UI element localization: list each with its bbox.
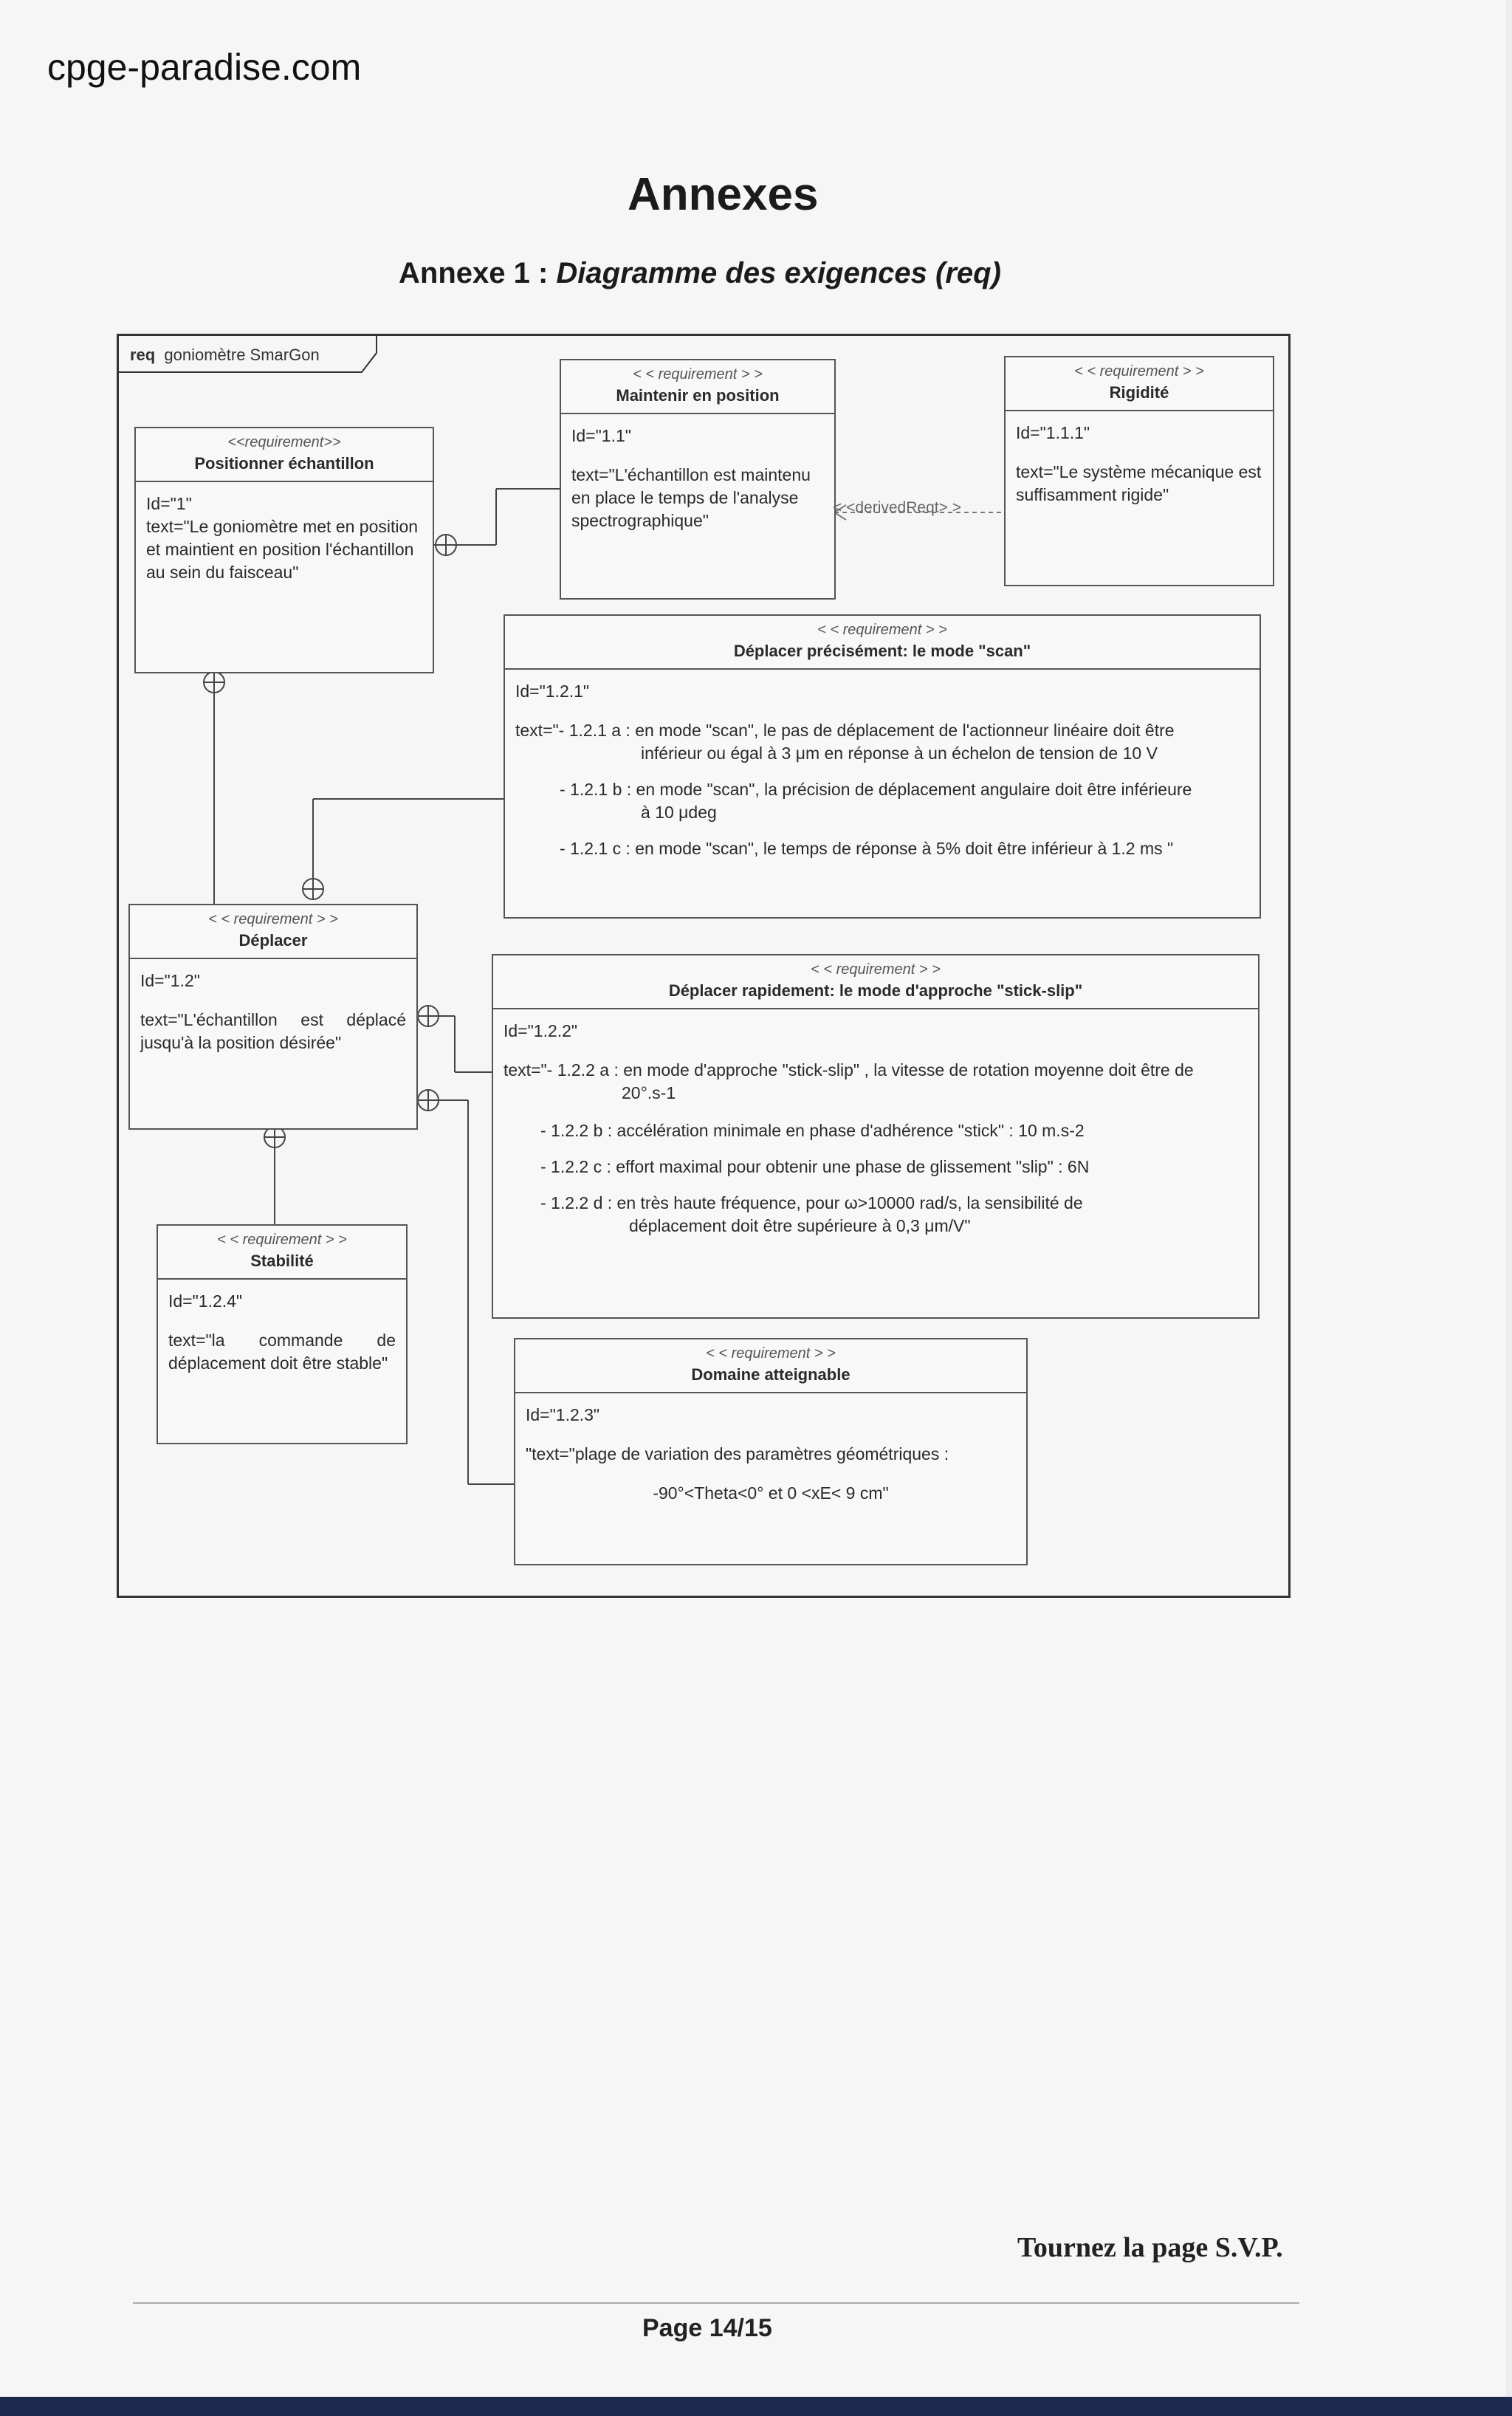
requirement-id: Id="1.2.2" — [504, 1020, 578, 1040]
containment-link-1.2-to-1.2.4 — [264, 1127, 285, 1224]
requirement-name: Déplacer — [238, 931, 308, 950]
turn-page-note: Tournez la page S.V.P. — [1017, 2232, 1283, 2263]
containment-link-1-to-1.2 — [204, 672, 224, 904]
requirement-text-b-cont: à 10 μdeg — [641, 802, 717, 822]
requirement-stereotype: < < requirement > > — [1074, 363, 1204, 380]
requirement-stereotype: <<requirement>> — [227, 434, 341, 450]
requirement-maintenir-en-position — [560, 359, 836, 600]
annex-separator: : — [537, 257, 557, 289]
requirement-name: Déplacer rapidement: le mode d'approche "stick-slip" — [668, 981, 1083, 1000]
requirement-body — [136, 482, 433, 594]
requirement-header — [130, 905, 416, 959]
watermark: cpge-paradise.com — [47, 47, 362, 88]
requirement-text-c: - 1.2.1 c : en mode "scan", le temps de réponse à 5% doit être inférieur à 1.2 ms " — [560, 838, 1174, 858]
requirement-text: text="L'échantillon est déplacé jusqu'à la position désirée" — [140, 1009, 406, 1052]
frame-kind: req — [130, 346, 156, 364]
requirement-stereotype: < < requirement > > — [706, 1345, 836, 1362]
containment-link-1.2-to-1.2.1 — [303, 799, 504, 899]
requirement-text-a-cont: 20°.s-1 — [622, 1082, 676, 1102]
requirement-range: -90°<Theta<0° et 0 <xE< 9 cm" — [653, 1483, 889, 1503]
requirement-text-a-cont: inférieur ou égal à 3 μm en réponse à un échelon de tension de 10 V — [641, 743, 1158, 763]
requirement-text-d-cont: déplacement doit être supérieure à 0,3 μm/V" — [629, 1215, 971, 1235]
requirement-body — [515, 1393, 1026, 1515]
requirement-id: Id="1" — [146, 493, 192, 513]
requirement-body — [561, 414, 834, 543]
requirement-header — [136, 428, 433, 482]
requirement-header — [515, 1339, 1026, 1393]
requirement-name: Positionner échantillon — [194, 454, 374, 473]
requirement-id: Id="1.2.3" — [526, 1404, 600, 1424]
frame-name: goniomètre SmarGon — [164, 346, 320, 364]
requirement-text: text="la commande de déplacement doit être stable" — [168, 1330, 396, 1373]
requirement-header — [505, 616, 1260, 670]
requirement-deplacer-rapidement — [492, 954, 1260, 1319]
requirement-id: Id="1.2" — [140, 970, 200, 990]
requirement-text-a: text="- 1.2.1 a : en mode "scan", le pas de déplacement de l'actionneur linéaire doit être — [515, 720, 1175, 740]
requirement-body — [1006, 411, 1273, 517]
requirement-id: Id="1.1" — [571, 425, 631, 445]
footer-divider — [133, 2302, 1299, 2304]
requirement-stereotype: < < requirement > > — [217, 1232, 347, 1248]
requirement-body — [158, 1280, 406, 1385]
page-number: Page 14/15 — [642, 2314, 772, 2342]
requirement-stereotype: < < requirement > > — [817, 622, 947, 638]
requirement-text-d-line: - 1.2.2 d : en très haute fréquence, pour ω>10000 rad/s, la sensibilité de — [540, 1192, 1083, 1212]
requirement-text-b-line: - 1.2.1 b : en mode "scan", la précision de déplacement angulaire doit être inférieure — [560, 779, 1192, 799]
requirement-header — [1006, 357, 1273, 411]
requirement-body — [493, 1009, 1258, 1261]
requirement-text: "text="plage de variation des paramètres géométriques : — [526, 1444, 949, 1463]
annex-title: Diagramme des exigences (req) — [556, 257, 1001, 289]
requirement-rigidite — [1004, 356, 1274, 586]
requirement-text: text="Le goniomètre met en position et maintient en position l'échantillon au sein du faisceau" — [146, 516, 419, 582]
requirement-stereotype: < < requirement > > — [633, 366, 763, 382]
requirement-text-c: - 1.2.2 c : effort maximal pour obtenir une phase de glissement "slip" : 6N — [540, 1156, 1090, 1176]
requirement-text: text="L'échantillon est maintenu en place le temps de l'analyse spectrographique" — [571, 464, 811, 530]
containment-link-1.2-to-1.2.2 — [418, 1006, 492, 1072]
requirement-name: Déplacer précisément: le mode "scan" — [733, 642, 1031, 660]
requirement-text-b: - 1.2.2 b : accélération minimale en phase d'adhérence "stick" : 10 m.s-2 — [540, 1120, 1085, 1140]
requirement-domaine-atteignable — [514, 1338, 1028, 1565]
requirement-body — [505, 670, 1260, 884]
frame-tab — [117, 334, 368, 372]
requirement-name: Domaine atteignable — [691, 1365, 850, 1384]
requirement-stereotype: < < requirement > > — [811, 961, 941, 978]
requirement-text: text="Le système mécanique est suffisamment rigide" — [1016, 461, 1262, 504]
requirement-id: Id="1.2.4" — [168, 1291, 243, 1311]
page-title: Annexes — [628, 169, 819, 220]
requirement-name: Stabilité — [250, 1252, 314, 1270]
annex-label: Annexe 1 — [399, 257, 530, 289]
requirement-stabilite — [157, 1224, 408, 1444]
requirement-stereotype: < < requirement > > — [208, 911, 338, 927]
requirement-text-a: text="- 1.2.2 a : en mode d'approche "stick-slip" , la vitesse de rotation moyenne doit être de — [504, 1060, 1194, 1080]
requirement-id: Id="1.1.1" — [1016, 422, 1090, 442]
requirement-text-d — [540, 1192, 1248, 1238]
requirement-header — [561, 360, 834, 414]
requirement-header — [158, 1226, 406, 1280]
scan-edge — [0, 2397, 1512, 2416]
requirement-name: Maintenir en position — [616, 386, 780, 405]
requirement-text-b — [560, 778, 1249, 824]
requirement-deplacer-precisement — [504, 614, 1261, 919]
requirement-name: Rigidité — [1109, 383, 1169, 402]
requirement-header — [493, 955, 1258, 1009]
containment-link-1-to-1.1 — [433, 489, 560, 555]
requirement-positionner-echantillon — [134, 427, 434, 673]
derived-reqt-label: < <derivedReqt> > — [833, 499, 961, 516]
requirement-deplacer — [128, 904, 418, 1130]
requirement-id: Id="1.2.1" — [515, 681, 590, 701]
requirement-body — [130, 959, 416, 1065]
